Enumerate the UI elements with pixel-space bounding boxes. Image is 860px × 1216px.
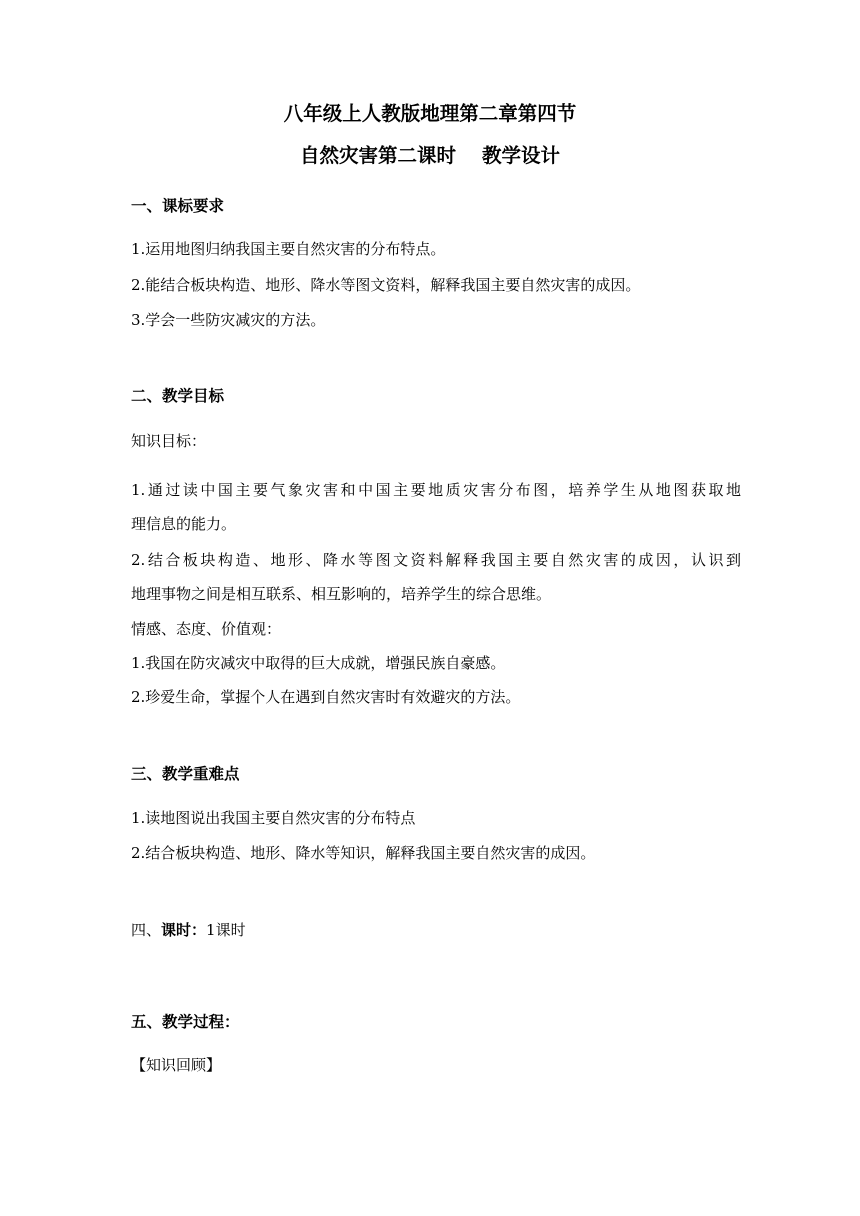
subtitle-main: 自然灾害第二课时 xyxy=(299,144,456,167)
section-heading-standards: 一、课标要求 xyxy=(131,197,225,215)
standards-item-3: 3.学会一些防灾减灾的方法。 xyxy=(131,311,326,329)
knowledge-objective-2-line-1: 2.结合板块构造、地形、降水等图文资料解释我国主要自然灾害的成因，认识到 xyxy=(131,551,741,569)
standards-item-2: 2.能结合板块构造、地形、降水等图文资料，解释我国主要自然灾害的成因。 xyxy=(131,276,641,294)
section-heading-objectives: 二、教学目标 xyxy=(131,387,225,405)
standards-item-1: 1.运用地图归纳我国主要自然灾害的分布特点。 xyxy=(131,240,446,258)
emotion-objective-2: 2.珍爱生命，掌握个人在遇到自然灾害时有效避灾的方法。 xyxy=(131,688,521,706)
key-point-2: 2.结合板块构造、地形、降水等知识，解释我国主要自然灾害的成因。 xyxy=(131,844,596,862)
section-heading-key-points: 三、教学重难点 xyxy=(131,765,240,783)
knowledge-objective-1-line-1: 1.通过读中国主要气象灾害和中国主要地质灾害分布图，培养学生从地图获取地 xyxy=(131,481,741,499)
key-point-1: 1.读地图说出我国主要自然灾害的分布特点 xyxy=(131,809,416,827)
section-heading-process: 五、教学过程： xyxy=(131,1013,240,1031)
document-title: 八年级上人教版地理第二章第四节 xyxy=(283,102,577,125)
emotion-objectives-label: 情感、态度、价值观： xyxy=(131,620,282,638)
knowledge-objective-1-line-2: 理信息的能力。 xyxy=(131,515,237,533)
knowledge-review-label: 【知识回顾】 xyxy=(131,1056,222,1074)
document-subtitle xyxy=(0,144,860,168)
knowledge-objectives-label: 知识目标： xyxy=(131,432,207,450)
class-hours-value: 1课时 xyxy=(206,921,246,939)
emotion-objective-1: 1.我国在防灾减灾中取得的巨大成就，增强民族自豪感。 xyxy=(131,654,506,672)
subtitle-suffix: 教学设计 xyxy=(482,144,561,167)
section-class-hours xyxy=(131,920,741,940)
knowledge-objective-2-line-2: 地理事物之间是相互联系、相互影响的，培养学生的综合思维。 xyxy=(131,585,552,603)
class-hours-prefix: 四、 xyxy=(131,921,162,939)
class-hours-label: 课时： xyxy=(161,921,207,939)
